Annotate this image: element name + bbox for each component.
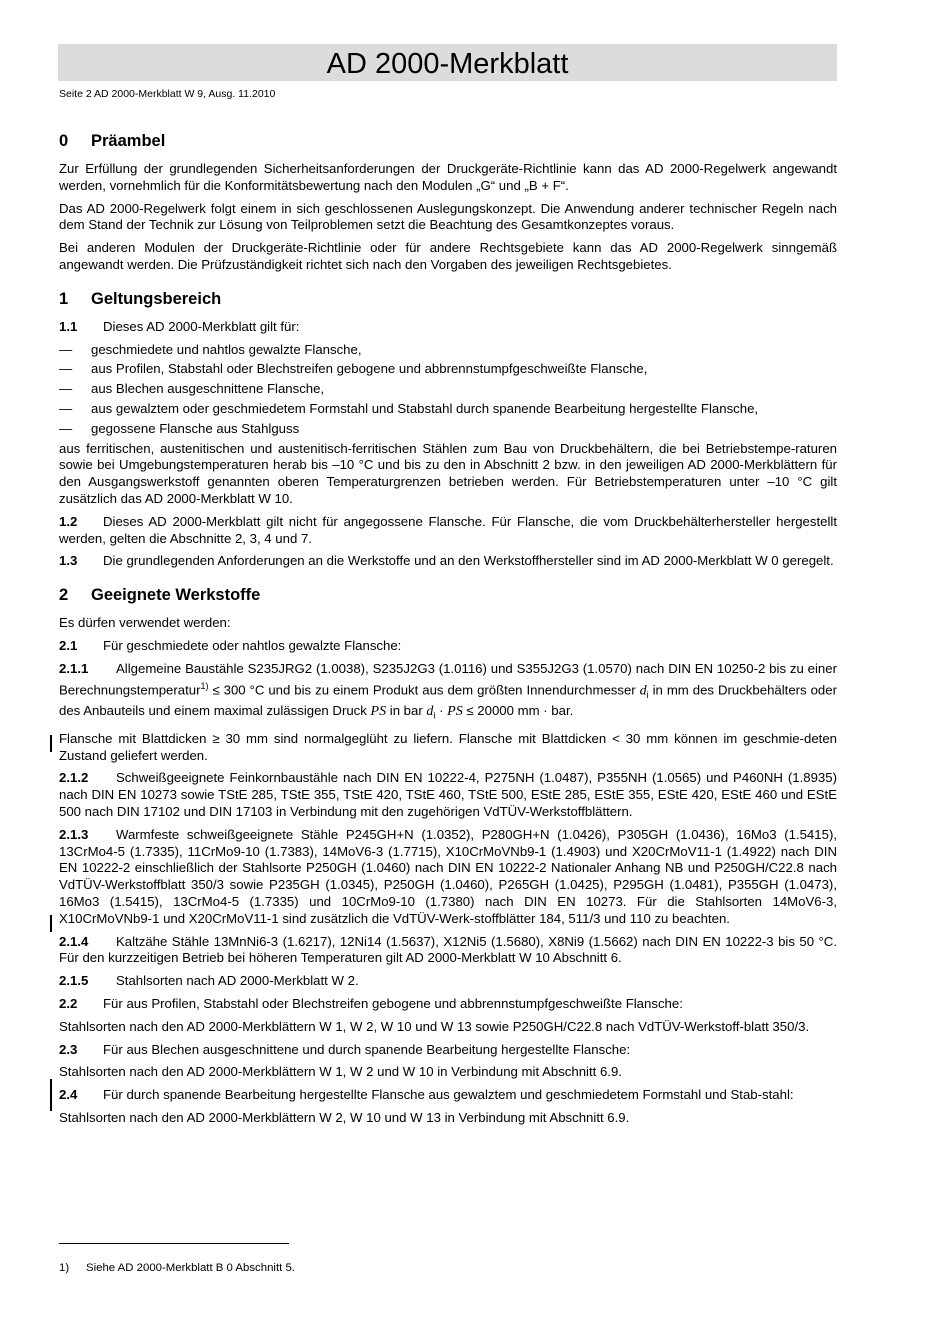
paragraph: Zur Erfüllung der grundlegenden Sicherheitsanforderungen der Druckgeräte-Richtlinie kann das AD 2000-Regelwerk angewandt werden, vornehmlich für die Konformitätsbewertung nach den Modulen „G“ und „B + F“. (59, 161, 837, 193)
paragraph: aus ferritischen, austenitischen und austenitisch-ferritischen Stählen zum Bau von Druckbehältern, die bei Betriebstempe-raturen sowie bei Umgebungstemperaturen herab bis –10 °C und bis zu den in Abschnitt 2 bzw. in den jeweiligen AD 2000-Merkblättern für den Ausgangswerkstoff genannten oberen Temperaturgrenzen betrieben werden. Für Betriebstemperaturen unter –10 °C gilt zusätzlich das AD 2000-Merkblatt W 10. (59, 440, 837, 506)
paragraph: Flansche mit Blattdicken ≥ 30 mm sind normalgeglüht zu liefern. Flansche mit Blattdicken < 30 mm können im geschmie-deten Zustand geliefert werden. (59, 730, 837, 763)
paragraph: Es dürfen verwendet werden: (59, 615, 231, 631)
section-2-heading: 2 Geeignete Werkstoffe (59, 586, 261, 605)
paragraph: Bei anderen Modulen der Druckgeräte-Richtlinie oder für andere Rechtsgebiete kann das AD 2000-Regelwerk sinngemäß angewandt werden. Die Prüfzuständigkeit richtet sich nach den Vorgaben des jeweiligen Rechtsgebietes. (59, 240, 837, 272)
change-bar (50, 735, 52, 752)
list-item: — aus Profilen, Stabstahl oder Blechstreifen gebogene und abbrennstumpfgeschweißte Flansche, (59, 361, 648, 377)
paragraph-2-1-5: 2.1.5 Stahlsorten nach AD 2000-Merkblatt W 2. (59, 973, 359, 989)
paragraph: Stahlsorten nach den AD 2000-Merkblättern W 1, W 2, W 10 und W 13 sowie P250GH/C22.8 nach VdTÜV-Werkstoff-blatt 350/3. (59, 1018, 810, 1034)
list-item: — aus gewalztem oder geschmiedetem Formstahl und Stabstahl durch spanende Bearbeitung hergestellte Flansche, (59, 400, 759, 416)
paragraph-2-4: 2.4 Für durch spanende Bearbeitung hergestellte Flansche aus gewalztem und geschmiedetem Formstahl und Stab-stahl: (59, 1087, 794, 1103)
change-bar (50, 1079, 52, 1111)
section-0-heading: 0 Präambel (59, 132, 166, 150)
paragraph-1-3: 1.3 Die grundlegenden Anforderungen an die Werkstoffe und an den Werkstoffhersteller sind im AD 2000-Merkblatt W 0 geregelt. (59, 553, 834, 569)
footnote-divider (59, 1243, 289, 1244)
paragraph-2-1-3: 2.1.3 Warmfeste schweißgeeignete Stähle P245GH+N (1.0352), P280GH+N (1.0426), P305GH (1.0436), 16Mo3 (1.5415), 13CrMo4-5 (1.7335), 11CrMo9-10 (1.7383), 14MoV6-3 (1.7715), X10CrMoVNb9-1 (1.4903) und X20CrMoV11-1 (1.4922) nach DIN EN 10222-2 einschließlich der Stahlsorte P250GH (1.0460) nach DIN EN 10222-2 Nationaler Anhang NB und P250GH/C22.8 nach VdTÜV-Werkstoffblatt 350/3 sowie P235GH (1.0345), P250GH (1.0460), P265GH (1.0425), P295GH (1.0481), P355GH (1.0473), 16Mo3 (1.5415), 13CrMo4-5 (1.7335) und 10CrMo9-10 (1.7380) nach DIN EN 10273. Für die Stahlsorten 14MoV6-3, X10CrMoVNb9-1 und X20CrMoV11-1 sind zusätzlich die VdTÜV-Werk-stoffblätter 184, 511/3 und 110 zu beachten. (59, 826, 837, 926)
paragraph-1-2: 1.2 Dieses AD 2000-Merkblatt gilt nicht für angegossene Flansche. Für Flansche, die vom Druckbehälterhersteller hergestellt werden, gelten die Abschnitte 2, 3, 4 und 7. (59, 513, 837, 546)
list-item: — geschmiedete und nahtlos gewalzte Flansche, (59, 341, 362, 357)
page-reference: Seite 2 AD 2000-Merkblatt W 9, Ausg. 11.2010 (59, 88, 276, 100)
list-item: — aus Blechen ausgeschnittene Flansche, (59, 381, 325, 397)
change-bar (50, 915, 52, 932)
paragraph-2-1-1: 2.1.1 Allgemeine Baustähle S235JRG2 (1.0038), S235J2G3 (1.0116) und S355J2G3 (1.0570) nach DIN EN 10250-2 bis zu einer Berechnungstemperatur$^{1)}$ ≤ 300 °C und bis zu einem Produkt aus dem größten Innendurchmesser $d_i$ in mm des Druckbehälters oder des Anbauteils und einem maximal zulässigen Druck PS in bar $d_i$ · PS ≤ 20000 mm · bar. (59, 660, 837, 721)
paragraph: Das AD 2000-Regelwerk folgt einem in sich geschlossenen Auslegungskonzept. Die Anwendung anderer technischer Regeln nach dem Stand der Technik zur Lösung von Teilproblemen setzt die Beachtung des Gesamtkonzeptes voraus. (59, 200, 837, 233)
paragraph-2-1-4: 2.1.4 Kaltzähe Stähle 13MnNi6-3 (1.6217), 12Ni14 (1.5637), X12Ni5 (1.5680), X8Ni9 (1.5662) nach DIN EN 10222-3 bis 50 °C. Für den kurzzeitigen Betrieb bei höheren Temperaturen gilt AD 2000-Merkblatt W 10 Abschnitt 6. (59, 933, 837, 966)
paragraph-2-1-2: 2.1.2 Schweißgeeignete Feinkornbaustähle nach DIN EN 10222-4, P275NH (1.0487), P355NH (1.0565) und P460NH (1.8935) nach DIN EN 10273 sowie TStE 285, TStE 355, TStE 420, TStE 460, TStE 500, EStE 285, EStE 355, EStE 420, EStE 460 und EStE 500 nach DIN 17102 und DIN 17103 in Verbindung mit den zugehörigen VdTÜV-Werkstoffblättern. (59, 770, 837, 819)
paragraph-1-1: 1.1 Dieses AD 2000-Merkblatt gilt für: (59, 318, 300, 334)
paragraph-2-2: 2.2 Für aus Profilen, Stabstahl oder Blechstreifen gebogene und abbrennstumpfgeschweißte Flansche: (59, 995, 683, 1011)
paragraph-2-1: 2.1 Für geschmiedete oder nahtlos gewalzte Flansche: (59, 637, 402, 653)
list-item: — gegossene Flansche aus Stahlguss (59, 420, 300, 436)
footnote: 1) Siehe AD 2000-Merkblatt B 0 Abschnitt 5. (59, 1262, 295, 1274)
paragraph: Stahlsorten nach den AD 2000-Merkblättern W 1, W 2 und W 10 in Verbindung mit Abschnitt 6.9. (59, 1064, 622, 1080)
paragraph-2-3: 2.3 Für aus Blechen ausgeschnittene und durch spanende Bearbeitung hergestellte Flansche: (59, 1041, 631, 1057)
section-1-heading: 1 Geltungsbereich (59, 289, 222, 308)
document-header (58, 44, 837, 81)
paragraph: Stahlsorten nach den AD 2000-Merkblättern W 2, W 10 und W 13 in Verbindung mit Abschnitt 6.9. (59, 1109, 630, 1125)
document-body (59, 130, 837, 1133)
header-title: AD 2000-Merkblatt (326, 48, 569, 80)
